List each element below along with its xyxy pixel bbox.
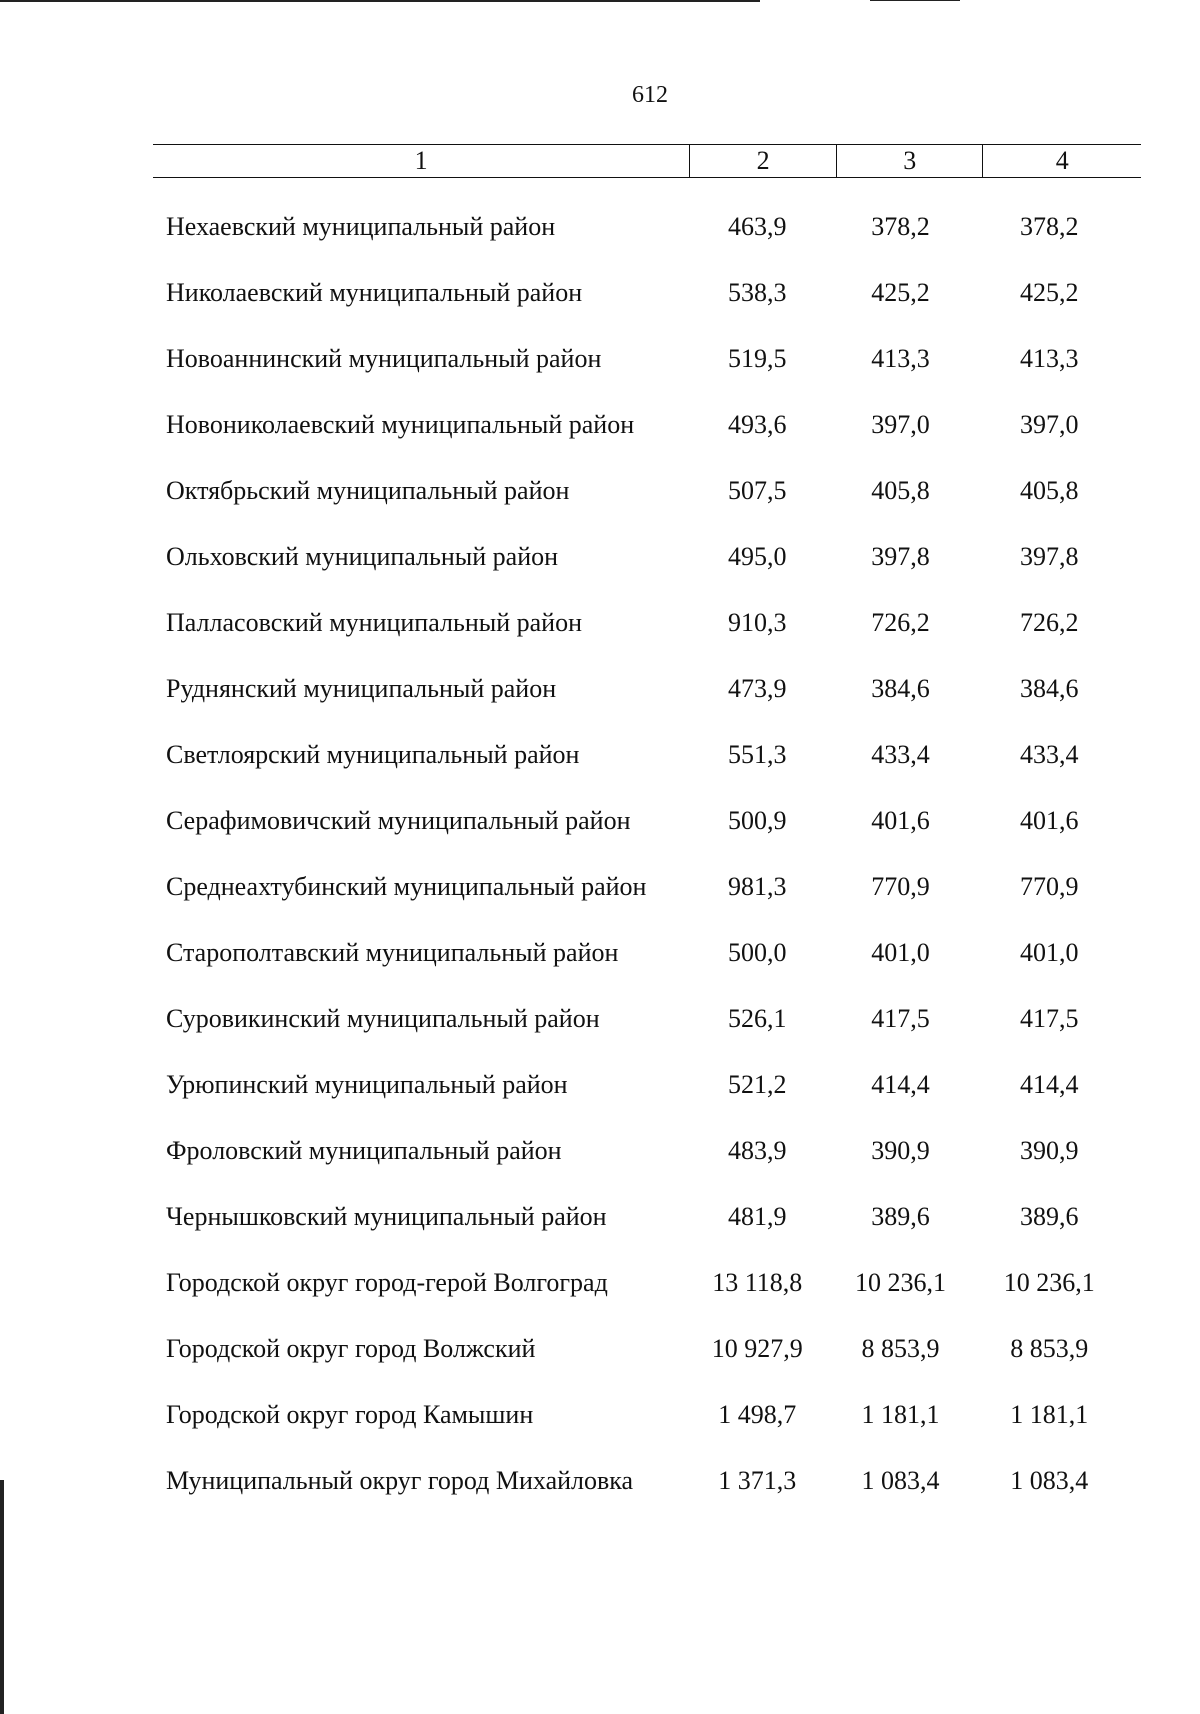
column-3-value: 425,2 bbox=[871, 278, 930, 307]
district-name-cell: Палласовский муниципальный район bbox=[166, 608, 582, 637]
table-row bbox=[166, 408, 1126, 441]
column-2-value: 521,2 bbox=[728, 1070, 787, 1099]
column-2-value: 500,0 bbox=[728, 938, 787, 967]
table-row bbox=[166, 672, 1126, 705]
column-2-value: 981,3 bbox=[728, 872, 787, 901]
table-row bbox=[166, 870, 1126, 903]
column-3-value: 378,2 bbox=[871, 212, 930, 241]
district-name-cell: Городской округ город Камышин bbox=[166, 1400, 534, 1429]
column-3-value: 770,9 bbox=[871, 872, 930, 901]
column-header-3: 3 bbox=[836, 145, 983, 177]
district-name-cell: Новоаннинский муниципальный район bbox=[166, 344, 602, 373]
column-2-value: 483,9 bbox=[728, 1136, 787, 1165]
column-2-value: 495,0 bbox=[728, 542, 787, 571]
column-4-value: 433,4 bbox=[1019, 740, 1079, 769]
table-row bbox=[166, 540, 1126, 573]
district-name-cell: Светлоярский муниципальный район bbox=[166, 740, 580, 769]
scan-edge-top bbox=[0, 0, 760, 2]
column-3-value: 726,2 bbox=[871, 608, 930, 637]
column-2-value: 13 118,8 bbox=[712, 1268, 803, 1297]
column-4-value: 413,3 bbox=[1019, 344, 1079, 373]
column-4-value: 389,6 bbox=[1019, 1202, 1079, 1231]
column-2-value: 507,5 bbox=[728, 476, 787, 505]
table-row bbox=[166, 1464, 1126, 1497]
scan-edge-left bbox=[0, 1480, 4, 1714]
column-4-value: 726,2 bbox=[1019, 608, 1079, 637]
column-3-value: 401,6 bbox=[871, 806, 930, 835]
column-4-value: 770,9 bbox=[1019, 872, 1079, 901]
column-4-value: 397,8 bbox=[1019, 542, 1079, 571]
district-name-cell: Старополтавский муниципальный район bbox=[166, 938, 619, 967]
column-3-value: 433,4 bbox=[871, 740, 930, 769]
column-3-value: 401,0 bbox=[871, 938, 930, 967]
column-3-value: 10 236,1 bbox=[855, 1268, 947, 1297]
column-2-value: 538,3 bbox=[728, 278, 787, 307]
district-name-cell: Урюпинский муниципальный район bbox=[166, 1070, 568, 1099]
district-name-cell: Городской округ город Волжский bbox=[166, 1334, 536, 1363]
district-name-cell: Фроловский муниципальный район bbox=[166, 1136, 562, 1165]
district-name-cell: Руднянский муниципальный район bbox=[166, 674, 557, 703]
column-2-value: 493,6 bbox=[728, 410, 787, 439]
table-row bbox=[166, 474, 1126, 507]
column-3-value: 414,4 bbox=[871, 1070, 930, 1099]
district-name-cell: Муниципальный округ город Михайловка bbox=[166, 1466, 634, 1495]
table-row bbox=[166, 804, 1126, 837]
table-row bbox=[166, 1266, 1126, 1299]
column-2-value: 500,9 bbox=[728, 806, 787, 835]
column-3-value: 397,0 bbox=[871, 410, 930, 439]
table-header bbox=[153, 144, 1141, 178]
column-4-value: 401,0 bbox=[1019, 938, 1079, 967]
column-4-value: 405,8 bbox=[1019, 476, 1079, 505]
column-4-value: 1 083,4 bbox=[1010, 1466, 1089, 1495]
column-header-1: 1 bbox=[414, 146, 428, 175]
column-2-value: 526,1 bbox=[728, 1004, 787, 1033]
column-4-value: 401,6 bbox=[1019, 806, 1079, 835]
table-row bbox=[166, 1002, 1126, 1035]
column-header-4: 4 bbox=[982, 145, 1141, 177]
column-2-value: 519,5 bbox=[728, 344, 787, 373]
district-name-cell: Городской округ город-герой Волгоград bbox=[166, 1268, 608, 1297]
column-2-value: 1 498,7 bbox=[718, 1400, 797, 1429]
table-row bbox=[166, 606, 1126, 639]
column-3-value: 384,6 bbox=[871, 674, 930, 703]
district-name-cell: Среднеахтубинский муниципальный район bbox=[166, 872, 647, 901]
column-4-value: 425,2 bbox=[1019, 278, 1079, 307]
column-4-value: 417,5 bbox=[1019, 1004, 1079, 1033]
column-2-value: 910,3 bbox=[728, 608, 787, 637]
district-name-cell: Чернышковский муниципальный район bbox=[166, 1202, 607, 1231]
table-row bbox=[166, 936, 1126, 969]
column-2-value: 463,9 bbox=[728, 212, 787, 241]
column-3-value: 1 181,1 bbox=[861, 1400, 940, 1429]
column-4-value: 378,2 bbox=[1019, 212, 1079, 241]
column-3-value: 1 083,4 bbox=[861, 1466, 940, 1495]
column-3-value: 390,9 bbox=[871, 1136, 930, 1165]
table-body bbox=[166, 210, 1126, 1530]
column-4-value: 10 236,1 bbox=[1003, 1268, 1095, 1297]
table-row bbox=[166, 1068, 1126, 1101]
column-2-value: 10 927,9 bbox=[711, 1334, 803, 1363]
district-name-cell: Новониколаевский муниципальный район bbox=[166, 410, 635, 439]
district-name-cell: Нехаевский муниципальный район bbox=[166, 212, 556, 241]
column-2-value: 473,9 bbox=[728, 674, 787, 703]
table-row bbox=[166, 1200, 1126, 1233]
table-row bbox=[166, 1332, 1126, 1365]
table-row bbox=[166, 1398, 1126, 1431]
page-number: 612 bbox=[632, 82, 668, 108]
column-2-value: 481,9 bbox=[728, 1202, 787, 1231]
column-2-value: 1 371,3 bbox=[718, 1466, 797, 1495]
table-row bbox=[166, 342, 1126, 375]
table-row bbox=[166, 1134, 1126, 1167]
column-3-value: 417,5 bbox=[871, 1004, 930, 1033]
district-name-cell: Ольховский муниципальный район bbox=[166, 542, 559, 571]
column-3-value: 413,3 bbox=[871, 344, 930, 373]
column-4-value: 414,4 bbox=[1019, 1070, 1079, 1099]
table-row bbox=[166, 276, 1126, 309]
column-3-value: 8 853,9 bbox=[861, 1334, 940, 1363]
column-4-value: 390,9 bbox=[1019, 1136, 1079, 1165]
district-name-cell: Суровикинский муниципальный район bbox=[166, 1004, 600, 1033]
table-row bbox=[166, 210, 1126, 243]
district-name-cell: Серафимовичский муниципальный район bbox=[166, 806, 631, 835]
column-4-value: 8 853,9 bbox=[1010, 1334, 1089, 1363]
column-header-2: 2 bbox=[689, 145, 836, 177]
column-4-value: 384,6 bbox=[1019, 674, 1079, 703]
column-4-value: 1 181,1 bbox=[1010, 1400, 1089, 1429]
district-name-cell: Октябрьский муниципальный район bbox=[166, 476, 570, 505]
scan-edge-top-right bbox=[870, 0, 960, 1]
column-4-value: 397,0 bbox=[1019, 410, 1079, 439]
column-3-value: 405,8 bbox=[871, 476, 930, 505]
column-3-value: 389,6 bbox=[871, 1202, 930, 1231]
column-3-value: 397,8 bbox=[871, 542, 930, 571]
district-name-cell: Николаевский муниципальный район bbox=[166, 278, 583, 307]
table-row bbox=[166, 738, 1126, 771]
column-2-value: 551,3 bbox=[728, 740, 787, 769]
